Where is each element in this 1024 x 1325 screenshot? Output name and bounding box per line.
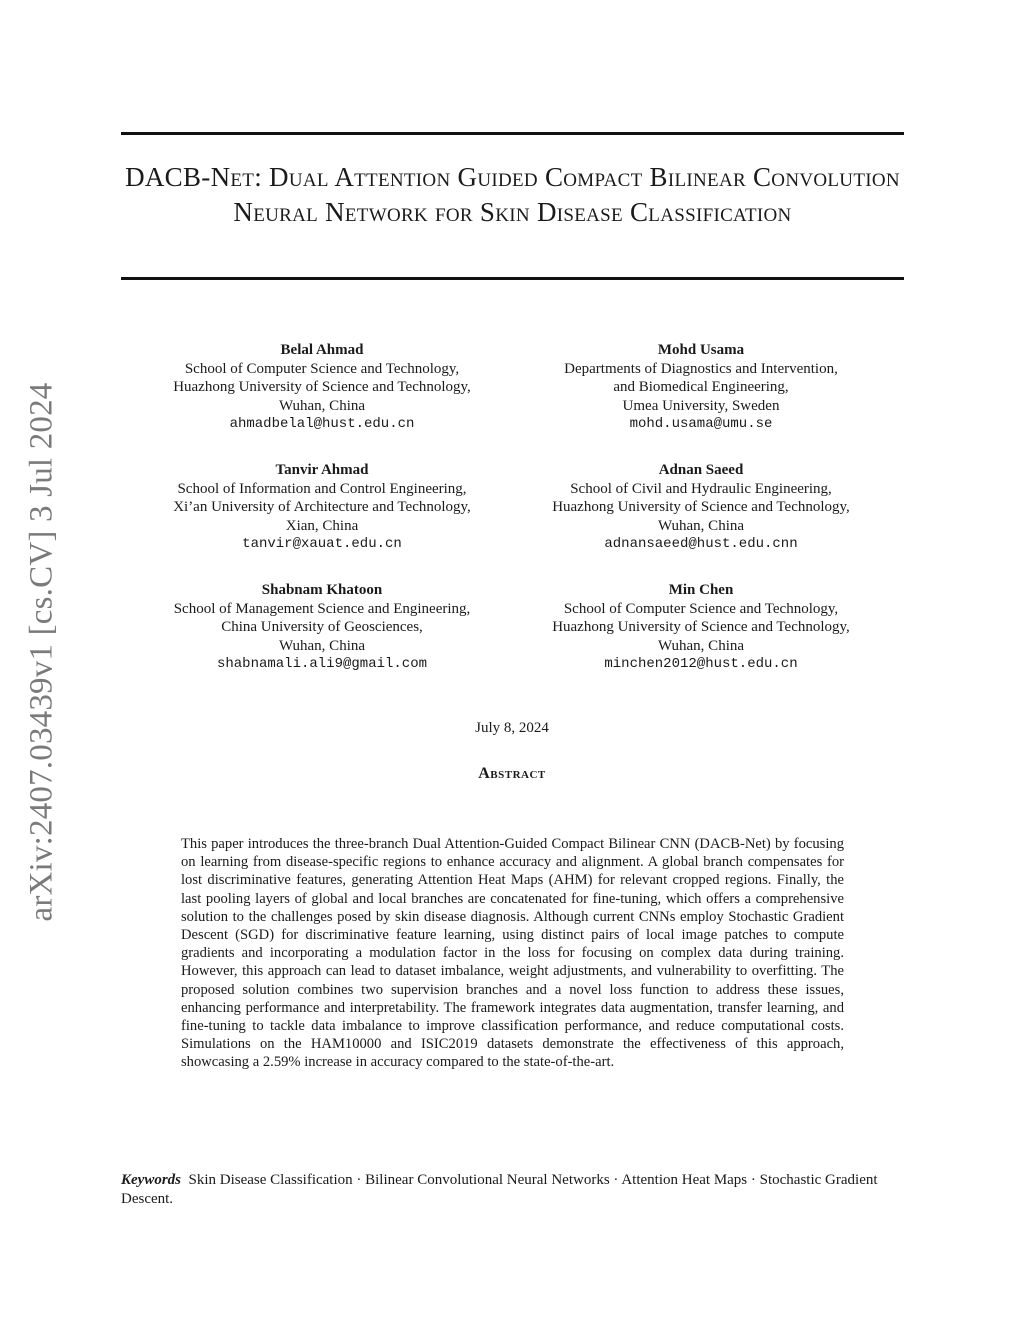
author-block — [132, 461, 512, 554]
author-affiliation-line: Xi’an University of Architecture and Technology, — [173, 499, 471, 515]
abstract-text: This paper introduces the three-branch Dual Attention-Guided Compact Bilinear CNN (DACB-Net) by focusing on learning from disease-specific regions to enhance accuracy and alignment. A global branch compensates for lost discriminative features, generating Attention Heat Maps (AHM) for relevant cropped regions. Finally, the last pooling layers of global and local branches are concatenated for fine-tuning, which offers a comprehensive solution to the challenges posed by skin disease diagnosis. Although current CNNs employ Stochastic Gradient Descent (SGD) for discriminative feature learning, using distinct pairs of local image patches to compute gradients and incorporating a modulation factor in the loss for focusing on complex data during training. However, this approach can lead to dataset imbalance, weight adjustments, and vulnerability to overfitting. The proposed solution combines two supervision branches and a novel loss function to address these issues, enhancing performance and interpretability. The framework integrates data augmentation, transfer learning, and fine-tuning to tackle data imbalance to improve classification performance, and reduce computational costs. Simulations on the HAM10000 and ISIC2019 datasets demonstrate the effectiveness of this approach, showcasing a 2.59% increase in accuracy compared to the state-of-the-art. — [181, 836, 844, 1071]
author-block — [511, 581, 891, 674]
author-block — [132, 581, 512, 674]
keywords — [121, 1171, 904, 1208]
title-rule-bottom — [121, 277, 904, 280]
keywords-list: Skin Disease Classification · Bilinear Convolutional Neural Networks · Attention Heat Maps · Stochastic Gradient Descent. — [121, 1172, 878, 1207]
author-affiliation-line: Wuhan, China — [657, 517, 745, 534]
author-affiliation-line: Departments of Diagnostics and Intervention, — [564, 360, 838, 377]
author-affiliation-line: and Biomedical Engineering, — [613, 379, 789, 395]
author-name: Belal Ahmad — [280, 342, 364, 358]
author-affiliation-line: School of Civil and Hydraulic Engineering, — [570, 480, 832, 497]
author-affiliation-line: Huazhong University of Science and Technology, — [552, 619, 850, 635]
author-name: Mohd Usama — [657, 342, 745, 358]
author-affiliation-line: Wuhan, China — [278, 637, 366, 654]
author-affiliation-line: Umea University, Sweden — [622, 397, 780, 414]
author-affiliation-line: Huazhong University of Science and Technology, — [552, 499, 850, 515]
author-email: minchen2012@hust.edu.cn — [604, 656, 798, 672]
author-email: tanvir@xauat.edu.cn — [242, 536, 402, 552]
keywords-label: Keywords — [121, 1172, 181, 1188]
author-affiliation-line: School of Management Science and Engineering, — [173, 600, 471, 617]
author-affiliation-line: China University of Geosciences, — [221, 619, 423, 635]
author-affiliation-line: School of Information and Control Engineering, — [177, 480, 467, 497]
author-email: adnansaeed@hust.edu.cnn — [604, 536, 798, 552]
title-rule-top — [121, 132, 904, 135]
paper-title: DACB-Net: Dual Attention Guided Compact Bilinear Convolution Neural Network for Skin Disease Classification — [125, 162, 900, 227]
author-affiliation-line: Huazhong University of Science and Technology, — [173, 379, 471, 395]
author-name: Adnan Saeed — [658, 462, 744, 478]
author-email: shabnamali.ali9@gmail.com — [216, 656, 428, 672]
arxiv-identifier-stamp: arXiv:2407.03439v1 [cs.CV] 3 Jul 2024 — [23, 382, 60, 922]
author-email: ahmadbelal@hust.edu.cn — [229, 416, 415, 432]
author-affiliation-line: School of Computer Science and Technology, — [184, 360, 460, 377]
publication-date: July 8, 2024 — [475, 720, 549, 736]
author-email: mohd.usama@umu.se — [629, 416, 773, 432]
author-name: Tanvir Ahmad — [275, 462, 369, 478]
author-affiliation-line: Wuhan, China — [278, 397, 366, 414]
author-affiliation-line: Wuhan, China — [657, 637, 745, 654]
author-name: Shabnam Khatoon — [261, 582, 383, 598]
author-affiliation-line: School of Computer Science and Technology, — [563, 600, 839, 617]
author-affiliation-line: Xian, China — [285, 517, 359, 534]
author-block — [511, 341, 891, 434]
author-block — [511, 461, 891, 554]
author-block — [132, 341, 512, 434]
abstract-heading: Abstract — [478, 765, 546, 782]
author-name: Min Chen — [668, 582, 734, 598]
